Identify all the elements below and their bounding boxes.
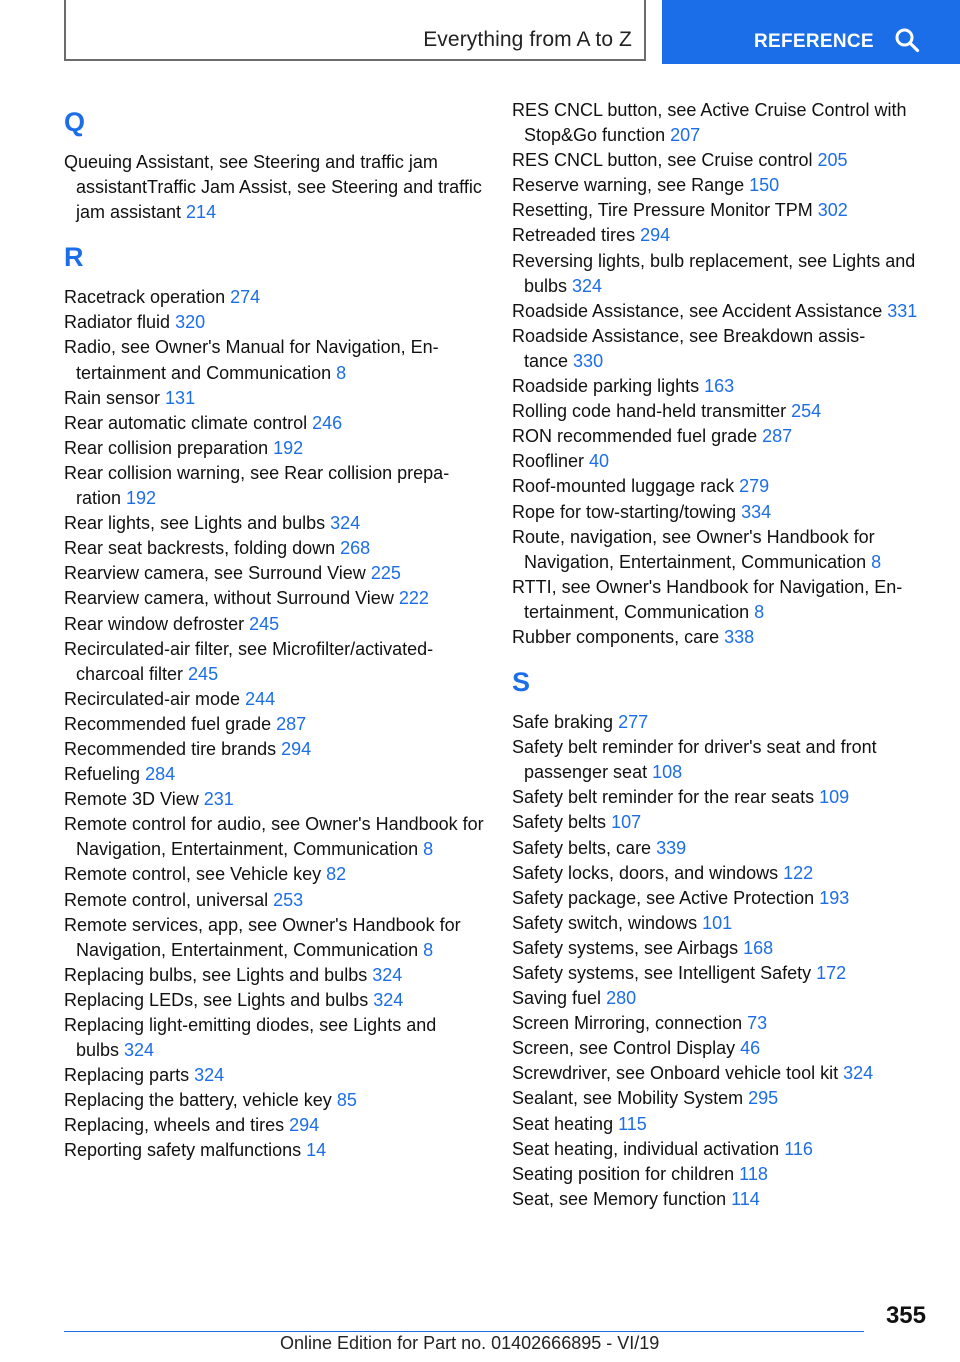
index-entry-list — [512, 710, 932, 1212]
page-reference-link[interactable]: 330 — [573, 350, 604, 371]
header-title-box — [64, 0, 646, 61]
page-reference-link[interactable]: 107 — [611, 812, 642, 833]
page-reference-link[interactable]: 225 — [370, 563, 401, 584]
index-entry — [512, 886, 932, 911]
index-entry-text: RES CNCL button, see Cruise control — [512, 150, 813, 171]
index-entry — [512, 399, 932, 424]
index-entry — [512, 198, 932, 223]
index-entry — [512, 710, 932, 735]
page-reference-link[interactable]: 8 — [871, 551, 882, 572]
index-entry — [512, 223, 932, 248]
index-entry — [512, 249, 932, 299]
index-entry-text: Radio, see Owner's Manual for Navigation, Entertainment and Communication — [64, 337, 439, 383]
page-reference-link[interactable]: 114 — [731, 1188, 760, 1209]
page-reference-link[interactable]: 85 — [336, 1090, 357, 1111]
page-reference-link[interactable]: 338 — [724, 626, 755, 647]
index-entry — [512, 98, 932, 148]
page-reference-link[interactable]: 192 — [126, 488, 157, 509]
index-entry — [512, 525, 932, 575]
index-entry — [64, 687, 484, 712]
index-entry-text: Safety belt reminder for the rear seats — [512, 787, 815, 808]
footer-divider — [64, 1331, 864, 1332]
index-entry-text: Replacing light-emitting diodes, see Lights and bulbs — [64, 1015, 437, 1061]
index-entry — [64, 386, 484, 411]
page-reference-link[interactable]: 118 — [739, 1163, 768, 1184]
index-entry-text: Replacing parts — [64, 1065, 190, 1086]
index-entry — [512, 810, 932, 835]
index-entry — [512, 1011, 932, 1036]
page-reference-link[interactable]: 294 — [640, 225, 671, 246]
page-reference-link[interactable]: 101 — [702, 912, 733, 933]
page-reference-link[interactable]: 280 — [606, 988, 637, 1009]
index-entry — [512, 961, 932, 986]
index-entry — [512, 575, 932, 625]
index-entry — [64, 536, 484, 561]
index-entry-text: Recommended fuel grade — [64, 713, 272, 734]
index-entry — [512, 911, 932, 936]
index-entry-text: Remote control for audio, see Owner's Handbook for Navigation, Entertainment, Communication — [64, 814, 484, 860]
index-entry-text: Retreaded tires — [512, 225, 636, 246]
index-entry — [512, 1162, 932, 1187]
page-reference-link[interactable]: 207 — [670, 125, 701, 146]
index-entry — [512, 735, 932, 785]
page-reference-link[interactable]: 334 — [741, 501, 772, 522]
index-entry — [64, 812, 484, 862]
page-reference-link[interactable]: 214 — [186, 202, 217, 223]
index-entry-text: Rain sensor — [64, 387, 161, 408]
index-entry — [512, 148, 932, 173]
index-entry-text: Safety belt reminder for driver's seat and front passenger seat — [512, 737, 877, 783]
index-entry-list — [64, 285, 484, 1163]
page-reference-link[interactable]: 268 — [340, 538, 371, 559]
index-entry-text: RON recommended fuel grade — [512, 426, 758, 447]
index-entry-text: Screen Mirroring, connection — [512, 1013, 743, 1034]
header-section-title: Everything from A to Z — [423, 28, 632, 51]
index-entry — [512, 785, 932, 810]
index-entry-text: Rearview camera, see Surround View — [64, 563, 366, 584]
page-reference-link[interactable]: 8 — [423, 839, 434, 860]
index-entry-text: Safety package, see Active Protection — [512, 887, 815, 908]
page-reference-link[interactable]: 14 — [306, 1140, 327, 1161]
page-reference-link[interactable]: 324 — [330, 513, 361, 534]
index-entry — [512, 936, 932, 961]
page-reference-link[interactable]: 172 — [816, 963, 847, 983]
index-letter-heading: R — [64, 242, 84, 273]
index-entry-text: Rear collision warning, see Rear collision preparation — [64, 462, 450, 509]
page-reference-link[interactable]: 331 — [887, 300, 918, 321]
index-entry-text: Rearview camera, without Surround View — [64, 588, 394, 609]
index-entry-text: Route, navigation, see Owner's Handbook for Navigation, Entertainment, Communication — [512, 526, 875, 572]
index-column-right — [512, 98, 932, 1212]
page-reference-link[interactable]: 279 — [739, 476, 770, 497]
index-entry-text: Rolling code hand-held transmitter — [512, 401, 787, 422]
index-entry — [512, 1036, 932, 1061]
index-entry — [512, 173, 932, 198]
index-entry-text: Radiator fluid — [64, 312, 171, 333]
index-entry — [64, 1088, 484, 1113]
index-entry — [64, 150, 484, 225]
index-entry-text: Reserve warning, see Range — [512, 175, 745, 196]
index-entry-text: Refueling — [64, 764, 141, 785]
index-entry — [64, 411, 484, 436]
page-reference-link[interactable]: 324 — [572, 275, 603, 296]
page-reference-link[interactable]: 192 — [273, 437, 304, 458]
index-entry — [64, 1013, 484, 1063]
index-entry — [512, 1086, 932, 1111]
index-entry — [64, 310, 484, 335]
index-entry-text: Seat heating, individual activation — [512, 1138, 780, 1159]
index-entry-text: Seat heating — [512, 1113, 614, 1134]
reference-label: REFERENCE — [754, 31, 874, 52]
page-reference-link[interactable]: 287 — [276, 713, 307, 734]
index-entry — [512, 836, 932, 861]
index-entry-text: Sealant, see Mobility System — [512, 1088, 744, 1109]
index-entry — [64, 436, 484, 461]
index-entry — [64, 511, 484, 536]
index-entry-text: Roof-mounted luggage rack — [512, 476, 735, 497]
page-reference-link[interactable]: 294 — [281, 738, 312, 759]
page-reference-link[interactable]: 109 — [819, 787, 850, 808]
page-reference-link[interactable]: 284 — [145, 764, 176, 785]
index-entry-text: Safety belts — [512, 812, 607, 833]
index-entry-text: Rear collision preparation — [64, 437, 269, 458]
index-entry — [64, 862, 484, 887]
index-entry-text: Remote control, see Vehicle key — [64, 864, 322, 885]
page-reference-link[interactable]: 150 — [749, 175, 780, 196]
index-entry — [64, 1113, 484, 1138]
index-entry — [64, 988, 484, 1013]
page-reference-link[interactable]: 324 — [373, 989, 404, 1010]
index-entry — [512, 1187, 932, 1212]
index-entry-text: Screen, see Control Display — [512, 1038, 736, 1059]
page-reference-link[interactable]: 8 — [754, 601, 765, 622]
index-entry — [64, 787, 484, 812]
page-reference-link[interactable]: 73 — [747, 1013, 768, 1034]
page-reference-link[interactable]: 8 — [336, 362, 347, 383]
page-reference-link[interactable]: 274 — [230, 287, 261, 308]
page-reference-link[interactable]: 122 — [783, 862, 814, 883]
index-entry-list — [512, 98, 932, 650]
index-entry-text: Rear window defroster — [64, 613, 245, 634]
page-reference-link[interactable]: 287 — [762, 426, 793, 447]
index-entry — [512, 324, 932, 374]
page-reference-link[interactable]: 40 — [589, 451, 610, 472]
page-reference-link[interactable]: 246 — [312, 412, 343, 433]
page-reference-link[interactable]: 324 — [843, 1063, 874, 1084]
index-entry — [512, 1137, 932, 1162]
page-reference-link[interactable]: 245 — [249, 613, 280, 634]
page-reference-link[interactable]: 254 — [791, 401, 822, 422]
index-entry-text: Reporting safety malfunctions — [64, 1140, 302, 1161]
page-reference-link[interactable]: 46 — [740, 1038, 761, 1059]
index-entry — [64, 913, 484, 963]
index-entry-text: Seat, see Memory function — [512, 1188, 727, 1209]
index-entry-text: Safe braking — [512, 712, 614, 733]
index-entry — [512, 500, 932, 525]
page-reference-link[interactable]: 245 — [188, 663, 219, 684]
index-entry — [512, 861, 932, 886]
edition-footer: Online Edition for Part no. 01402666895 - VI/19 — [280, 1333, 660, 1353]
index-entry-text: Safety systems, see Intelligent Safety — [512, 963, 812, 983]
index-entry-text: Resetting, Tire Pressure Monitor TPM — [512, 200, 813, 221]
page-reference-link[interactable]: 339 — [656, 837, 687, 858]
index-entry — [64, 712, 484, 737]
index-entry — [64, 762, 484, 787]
page-reference-link[interactable]: 324 — [372, 964, 403, 985]
page-reference-link[interactable]: 222 — [398, 588, 429, 609]
page-reference-link[interactable]: 116 — [784, 1138, 813, 1159]
index-entry-text: Recommended tire brands — [64, 738, 277, 759]
page-reference-link[interactable]: 168 — [743, 937, 774, 958]
index-entry — [64, 1138, 484, 1163]
page-number: 355 — [885, 1302, 926, 1329]
index-entry-text: Replacing bulbs, see Lights and bulbs — [64, 964, 368, 985]
page-reference-link[interactable]: 295 — [748, 1088, 779, 1109]
index-entry — [512, 299, 932, 324]
index-entry — [512, 1061, 932, 1086]
page-reference-link[interactable]: 320 — [175, 312, 206, 333]
index-entry — [64, 586, 484, 611]
index-entry — [512, 1112, 932, 1137]
index-entry-text: Recirculated-air filter, see Microfilter/activated-charcoal filter — [64, 638, 434, 684]
index-entry — [64, 637, 484, 687]
index-entry — [64, 335, 484, 385]
page-reference-link[interactable]: 163 — [704, 376, 735, 397]
index-entry-text: Saving fuel — [512, 988, 602, 1009]
search-icon[interactable] — [894, 27, 920, 53]
page-reference-link[interactable]: 324 — [124, 1040, 155, 1061]
index-entry-text: Rear automatic climate control — [64, 412, 308, 433]
index-entry-text: Rear lights, see Lights and bulbs — [64, 513, 326, 534]
index-entry-text: Roadside Assistance, see Accident Assistance — [512, 300, 883, 321]
index-entry-text: Rear seat backrests, folding down — [64, 538, 336, 559]
index-entry-text: Safety switch, windows — [512, 912, 698, 933]
index-entry-text: Seating position for children — [512, 1163, 735, 1184]
page-reference-link[interactable]: 244 — [245, 688, 276, 709]
page-reference-link[interactable]: 82 — [326, 864, 347, 885]
index-entry — [512, 625, 932, 650]
index-entry-text: RES CNCL button, see Active Cruise Control with Stop&Go function — [512, 100, 907, 146]
index-entry — [64, 888, 484, 913]
index-entry-text: Remote 3D View — [64, 789, 199, 810]
index-entry-text: Racetrack operation — [64, 287, 226, 308]
index-entry-text: Rope for tow-starting/towing — [512, 501, 737, 522]
index-entry-text: Recirculated-air mode — [64, 688, 241, 709]
page-reference-link[interactable]: 324 — [194, 1065, 225, 1086]
page-reference-link[interactable]: 294 — [289, 1115, 320, 1136]
page-reference-link[interactable]: 205 — [817, 150, 848, 171]
index-entry-text: Remote services, app, see Owner's Handbook for Navigation, Entertainment, Communication — [64, 914, 461, 960]
page-reference-link[interactable]: 108 — [652, 762, 683, 783]
page-reference-link[interactable]: 131 — [165, 387, 196, 408]
index-entry — [64, 612, 484, 637]
index-entry-text: Roadside parking lights — [512, 376, 700, 397]
page-reference-link[interactable]: 277 — [618, 712, 649, 733]
index-entry-text: Replacing LEDs, see Lights and bulbs — [64, 989, 369, 1010]
index-entry — [512, 449, 932, 474]
page-reference-link[interactable]: 302 — [817, 200, 848, 221]
index-entry-text: Roofliner — [512, 451, 585, 472]
page-reference-link[interactable]: 193 — [819, 887, 850, 908]
index-entry — [512, 424, 932, 449]
index-entry-text: Replacing the battery, vehicle key — [64, 1090, 332, 1111]
index-entry — [512, 374, 932, 399]
index-entry-text: Safety locks, doors, and windows — [512, 862, 779, 883]
index-entry-text: Reversing lights, bulb replacement, see Lights and bulbs — [512, 250, 916, 296]
index-entry-text: Rubber components, care — [512, 626, 720, 647]
page-reference-link[interactable]: 115 — [618, 1113, 647, 1134]
reference-tab[interactable] — [662, 0, 960, 64]
page-reference-link[interactable]: 8 — [423, 939, 434, 960]
index-entry-text: Queuing Assistant, see Steering and traffic jam assistantTraffic Jam Assist, see Steering and traffic jam assistant — [64, 152, 482, 223]
index-entry — [64, 963, 484, 988]
index-entry-text: Roadside Assistance, see Breakdown assistance — [512, 325, 866, 371]
page-reference-link[interactable]: 231 — [203, 789, 234, 810]
page-reference-link[interactable]: 253 — [273, 889, 304, 910]
index-entry — [64, 1063, 484, 1088]
index-entry-text: Remote control, universal — [64, 889, 269, 910]
index-entry — [64, 737, 484, 762]
index-entry — [64, 461, 484, 511]
index-entry-text: Safety systems, see Airbags — [512, 937, 739, 958]
index-entry — [512, 474, 932, 499]
index-entry — [512, 986, 932, 1011]
index-entry-text: Screwdriver, see Onboard vehicle tool kit — [512, 1063, 839, 1084]
index-entry — [64, 561, 484, 586]
index-entry-text: RTTI, see Owner's Handbook for Navigation, Entertainment, Communication — [512, 576, 903, 622]
index-entry-list — [64, 150, 484, 225]
index-entry-text: Safety belts, care — [512, 837, 652, 858]
page-header — [0, 0, 960, 64]
index-entry-text: Replacing, wheels and tires — [64, 1115, 285, 1136]
index-entry — [64, 285, 484, 310]
index-letter-heading: S — [512, 667, 531, 698]
index-letter-heading: Q — [64, 107, 86, 137]
index-column-left — [64, 98, 484, 1164]
